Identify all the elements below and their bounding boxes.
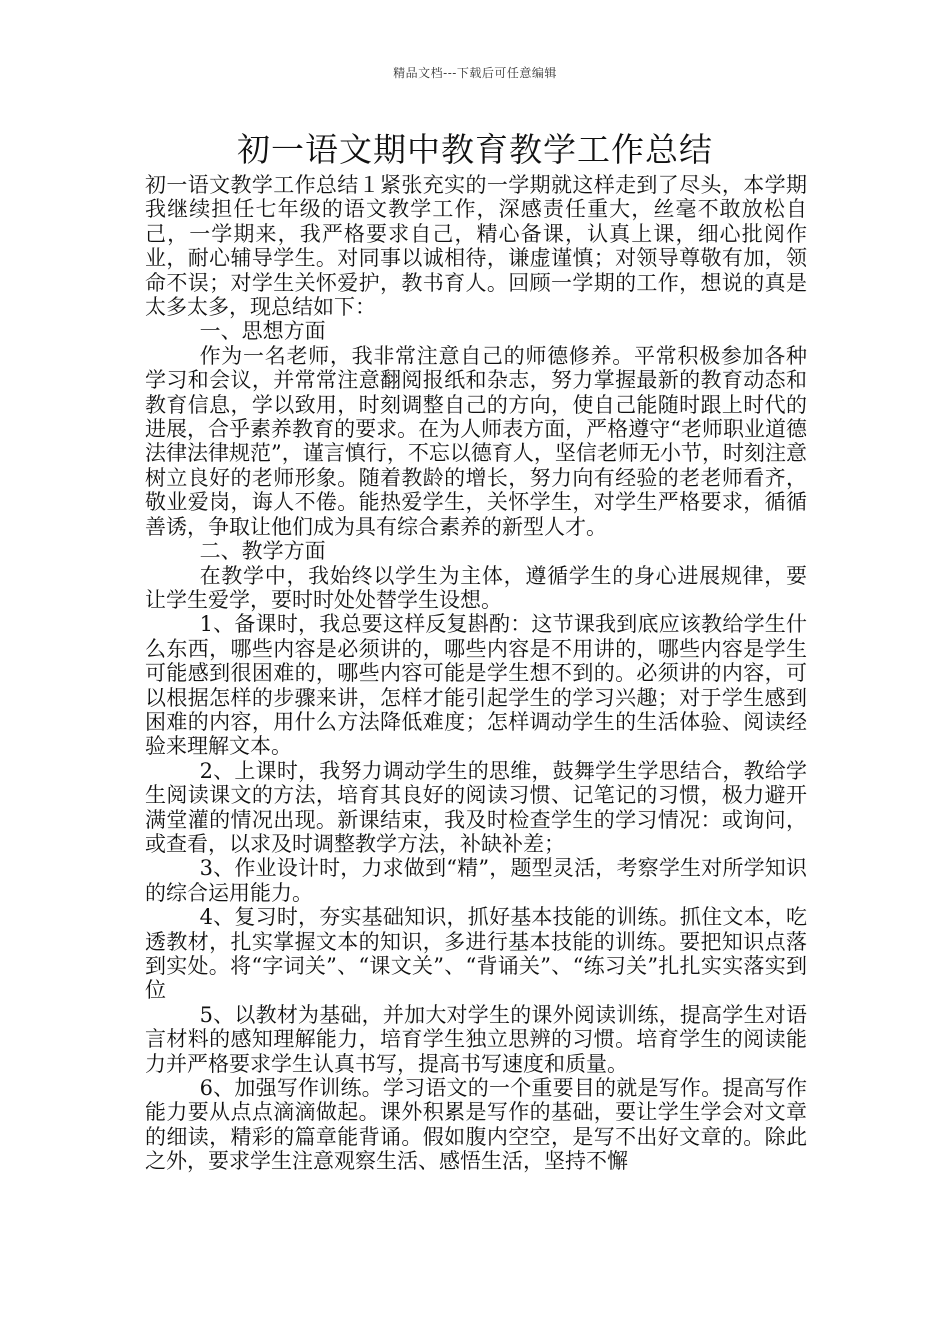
paragraph-item-1: 1、备课时，我总要这样反复斟酌：这节课我到底应该教给学生什么东西，哪些内容是必须讲的，哪些内容是不用讲的，哪些内容是学生可能感到很困难的，哪些内容可能是学生想不到的。必须讲的内容，可以根据怎样的步骤来讲，怎样才能引起学生的学习兴趣；对于学生感到困难的内容，用什么方法降低难度；怎样调动学生的生活体验、阅读经验来理解文本。 (145, 612, 807, 759)
paragraph-intro: 初一语文教学工作总结１紧张充实的一学期就这样走到了尽头，本学期我继续担任七年级的语文教学工作，深感责任重大，丝毫不敢放松自己，一学期来，我严格要求自己，精心备课，认真上课，细心批阅作业，耐心辅导学生。对同事以诚相待，谦虚谨慎；对领导尊敬有加，领命不误；对学生关怀爱护，教书育人。回顾一学期的工作，想说的真是太多太多，现总结如下： (145, 173, 807, 320)
header-note: 精品文档---下载后可任意编辑 (393, 66, 557, 80)
section-heading-teaching: 二、教学方面 (199, 539, 326, 564)
paragraph-item-2: 2、上课时，我努力调动学生的思维，鼓舞学生学思结合，教给学生阅读课文的方法，培育其良好的阅读习惯、记笔记的习惯，极力避开满堂灌的情况出现。新课结束，我及时检查学生的学习情况：或询问，或查看，以求及时调整教学方法，补缺补差； (145, 758, 807, 856)
paragraph-thought: 作为一名老师，我非常注意自己的师德修养。平常积极参加各种学习和会议，并常常注意翻阅报纸和杂志，努力掌握最新的教育动态和教育信息，学以致用，时刻调整自己的方向，使自己能随时跟上时代的进展，合乎素养教育的要求。在为人师表方面，严格遵守“老师职业道德法律法律规范”，谨言慎行，不忘以德育人，坚信老师无小节，时刻注意树立良好的老师形象。随着教龄的增长，努力向有经验的老老师看齐，敬业爱岗，诲人不倦。能热爱学生，关怀学生，对学生严格要求，循循善诱，争取让他们成为具有综合素养的新型人才。 (145, 343, 807, 539)
section-heading-thought: 一、思想方面 (199, 319, 326, 344)
document-title: 初一语文期中教育教学工作总结 (237, 130, 713, 169)
paragraph-item-6: 6、加强写作训练。学习语文的一个重要目的就是写作。提高写作能力要从点点滴滴做起。课外积累是写作的基础，要让学生学会对文章的细读，精彩的篇章能背诵。假如腹内空空，是写不出好文章的。除此之外，要求学生注意观察生活、感悟生活，坚持不懈 (145, 1076, 807, 1174)
paragraph-item-3: 3、作业设计时，力求做到“精”，题型灵活，考察学生对所学知识的综合运用能力。 (145, 856, 807, 905)
paragraph-teaching: 在教学中，我始终以学生为主体，遵循学生的身心进展规律，要让学生爱学，要时时处处替学生设想。 (145, 563, 807, 612)
paragraph-item-4: 4、复习时，夯实基础知识，抓好基本技能的训练。抓住文本，吃透教材，扎实掌握文本的知识，多进行基本技能的训练。要把知识点落到实处。将“字词关”、“课文关”、“背诵关”、“练习关”扎扎实实落实到位 (145, 905, 807, 1003)
paragraph-item-5: 5、以教材为基础，并加大对学生的课外阅读训练，提高学生对语言材料的感知理解能力，培育学生独立思辨的习惯。培育学生的阅读能力并严格要求学生认真书写，提高书写速度和质量。 (145, 1002, 807, 1076)
document-body (145, 173, 807, 1174)
